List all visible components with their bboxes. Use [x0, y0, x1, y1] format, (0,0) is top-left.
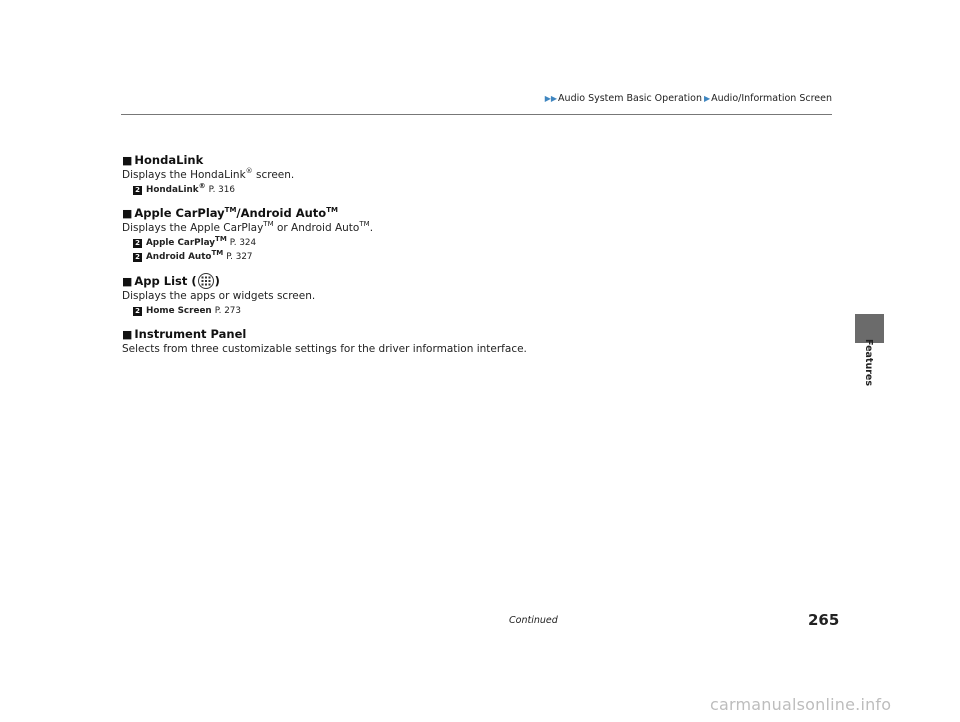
- reference-title: HondaLink®: [146, 181, 206, 195]
- page-number: 265: [808, 611, 840, 629]
- reference-link-android-auto[interactable]: [133, 250, 822, 264]
- breadcrumb-item-audio-system[interactable]: Audio System Basic Operation: [558, 93, 702, 104]
- section-description: Selects from three customizable settings for the driver information interface.: [122, 343, 527, 355]
- reference-title: Android Auto™: [146, 248, 224, 262]
- breadcrumb-item-audio-info-screen[interactable]: Audio/Information Screen: [711, 93, 832, 104]
- breadcrumb-arrow-icon: ▶: [703, 94, 711, 103]
- continued-label: Continued: [509, 615, 558, 626]
- square-bullet-icon: ■: [122, 274, 133, 288]
- breadcrumb-arrow-icon: ▶▶: [544, 94, 558, 103]
- heading-text: Apple CarPlay™/Android Auto™: [134, 205, 338, 220]
- breadcrumb: [545, 93, 832, 104]
- reference-arrow-icon: 2: [133, 186, 142, 195]
- section-heading: [122, 327, 822, 342]
- reference-title: Home Screen: [146, 306, 212, 316]
- reference-arrow-icon: 2: [133, 253, 142, 262]
- app-grid-icon: [198, 273, 214, 289]
- desc-text: screen.: [252, 169, 295, 181]
- reference-page: P. 316: [208, 185, 235, 195]
- chapter-label: [847, 339, 891, 385]
- heading-text: HondaLink: [134, 153, 204, 167]
- registered-mark: ®: [245, 167, 253, 175]
- section-carplay-androidauto: [122, 206, 822, 264]
- reference-arrow-icon: 2: [133, 307, 142, 316]
- section-description: Displays the apps or widgets screen.: [122, 290, 316, 302]
- section-description: Displays the Apple CarPlay™ or Android Auto™.: [122, 220, 374, 234]
- square-bullet-icon: ■: [122, 207, 133, 220]
- heading-text: App List (: [134, 273, 197, 288]
- reference-link-home-screen[interactable]: [133, 304, 822, 318]
- heading-text: Instrument Panel: [134, 327, 247, 341]
- reference-link-apple-carplay[interactable]: [133, 236, 822, 250]
- reference-page: P. 273: [214, 306, 242, 316]
- section-heading: [122, 273, 822, 289]
- heading-text: ): [214, 273, 220, 288]
- square-bullet-icon: ■: [122, 154, 133, 167]
- section-heading: [122, 153, 822, 168]
- reference-arrow-icon: 2: [133, 239, 142, 248]
- section-heading: [122, 206, 822, 221]
- section-hondalink: [122, 153, 822, 197]
- square-bullet-icon: ■: [122, 328, 133, 341]
- main-content: [122, 153, 822, 366]
- reference-page: P. 324: [229, 238, 257, 248]
- reference-link-hondalink[interactable]: [133, 183, 822, 197]
- reference-title: Apple CarPlay™: [146, 234, 227, 248]
- watermark: carmanualsonline.info: [710, 695, 892, 714]
- chapter-label-text: Features: [863, 338, 875, 386]
- reference-page: P. 327: [226, 252, 253, 262]
- section-description: [122, 168, 822, 183]
- section-instrument-panel: [122, 327, 822, 357]
- desc-text: Displays the HondaLink: [122, 169, 246, 181]
- header-divider: [121, 114, 832, 115]
- section-app-list: [122, 273, 822, 318]
